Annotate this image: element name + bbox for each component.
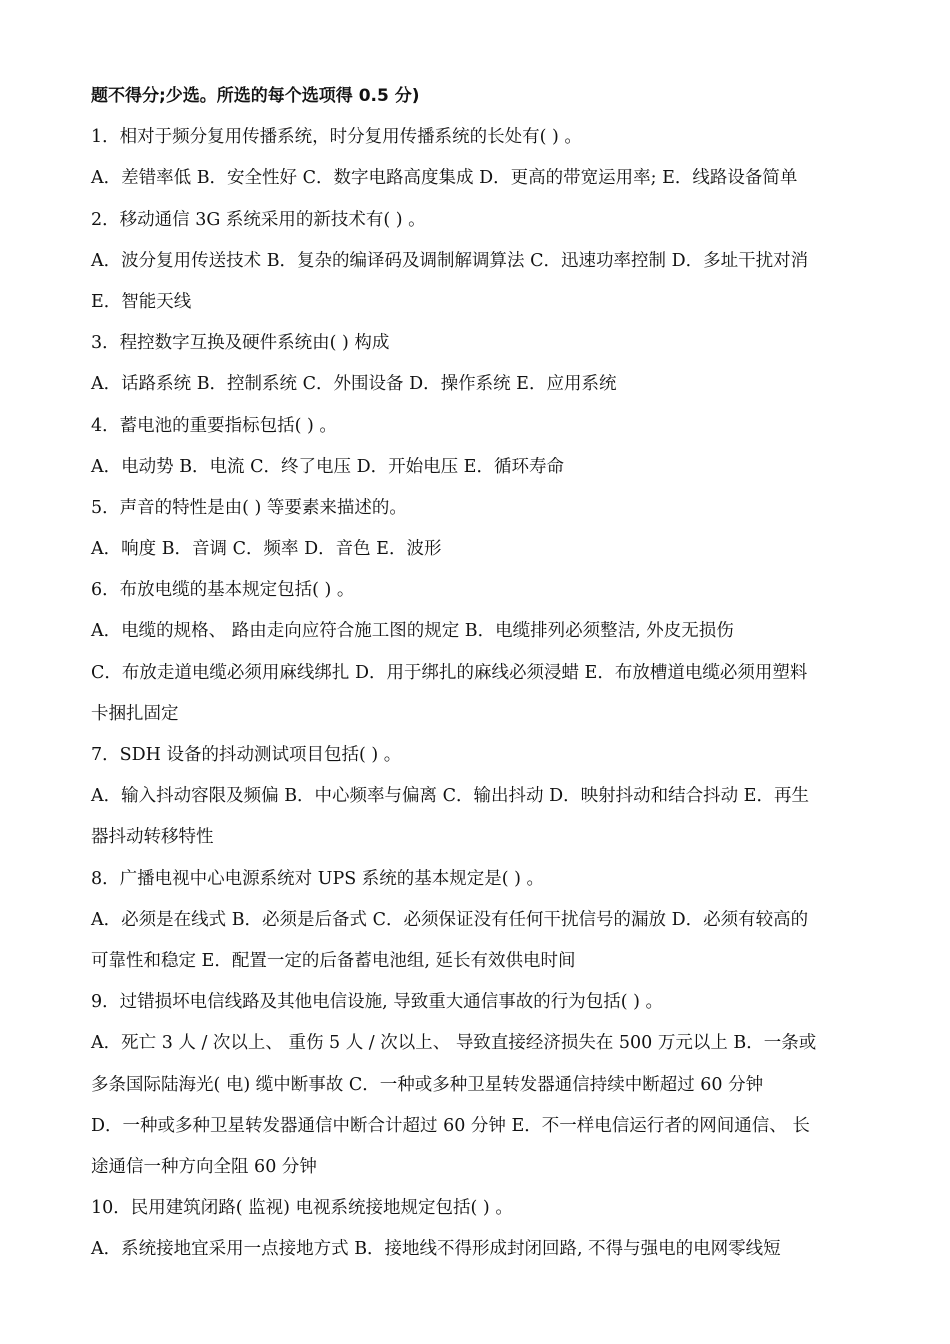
question-9-options: A．死亡 3 人 / 次以上、 重伤 5 人 / 次以上、 导致直接经济损失在 500 万元以上 B．一条或 <box>91 1033 817 1054</box>
question-4-options: A．电动势 B．电流 C．终了电压 D．开始电压 E．循环寿命 <box>91 456 564 477</box>
question-7: 7．SDH 设备的抖动测试项目包括( ) 。 <box>91 745 402 765</box>
question-6-options: A．电缆的规格、 路由走向应符合施工图的规定 B．电缆排列必须整洁, 外皮无损伤 <box>91 621 734 642</box>
question-3: 3．程控数字互换及硬件系统由( ) 构成 <box>91 333 390 354</box>
question-4: 4．蓄电池的重要指标包括( ) 。 <box>91 415 337 436</box>
document-body <box>91 76 871 1270</box>
question-7-options: A．输入抖动容限及频偏 B．中心频率与偏离 C．输出抖动 D．映射抖动和结合抖动 E．再生 <box>91 786 809 807</box>
question-10-options: A．系统接地宜采用一点接地方式 B．接地线不得形成封闭回路, 不得与强电的电网零线短 <box>91 1239 781 1260</box>
question-9-options-cont-2: D．一种或多种卫星转发器通信中断合计超过 60 分钟 E．不一样电信运行者的网间通信、 长 <box>91 1115 810 1136</box>
question-1: 1．相对于频分复用传播系统，时分复用传播系统的长处有( ) 。 <box>91 127 582 148</box>
question-1-options: A．差错率低 B．安全性好 C．数字电路高度集成 D．更高的带宽运用率; E．线路设备简单 <box>91 168 798 189</box>
question-9: 9．过错损坏电信线路及其他电信设施, 导致重大通信事故的行为包括( ) 。 <box>91 992 664 1013</box>
question-5: 5．声音的特性是由( ) 等要素来描述的。 <box>91 497 407 518</box>
question-9-options-cont-3: 途通信一种方向全阻 60 分钟 <box>91 1156 317 1177</box>
question-2-options: A．波分复用传送技术 B．复杂的编译码及调制解调算法 C．迅速功率控制 D．多址干扰对消 <box>91 250 809 271</box>
question-8: 8．广播电视中心电源系统对 UPS 系统的基本规定是( ) 。 <box>91 868 545 889</box>
question-6-options-cont-2: 卡捆扎固定 <box>91 703 179 724</box>
question-3-options: A．话路系统 B．控制系统 C．外围设备 D．操作系统 E．应用系统 <box>91 374 617 395</box>
question-6-options-cont: C．布放走道电缆必须用麻线绑扎 D．用于绑扎的麻线必须浸蜡 E．布放槽道电缆必须用塑料 <box>91 662 808 683</box>
question-8-options: A．必须是在线式 B．必须是后备式 C．必须保证没有任何干扰信号的漏放 D．必须有较高的 <box>91 909 809 930</box>
question-10: 10．民用建筑闭路( 监视) 电视系统接地规定包括( ) 。 <box>91 1198 513 1219</box>
question-2-options-cont: E．智能天线 <box>91 291 192 312</box>
question-6: 6．布放电缆的基本规定包括( ) 。 <box>91 580 355 601</box>
question-9-options-cont: 多条国际陆海光( 电) 缆中断事故 C．一种或多种卫星转发器通信持续中断超过 60 分钟 <box>91 1074 764 1095</box>
question-8-options-cont: 可靠性和稳定 E．配置一定的后备蓄电池组, 延长有效供电时间 <box>91 950 576 971</box>
question-7-options-cont: 器抖动转移特性 <box>91 827 214 848</box>
question-2: 2．移动通信 3G 系统采用的新技术有( ) 。 <box>91 209 426 230</box>
section-heading-fragment: 题不得分;少选。所选的每个选项得 0.5 分) <box>91 86 420 106</box>
question-5-options: A．响度 B．音调 C．频率 D．音色 E．波形 <box>91 539 442 560</box>
